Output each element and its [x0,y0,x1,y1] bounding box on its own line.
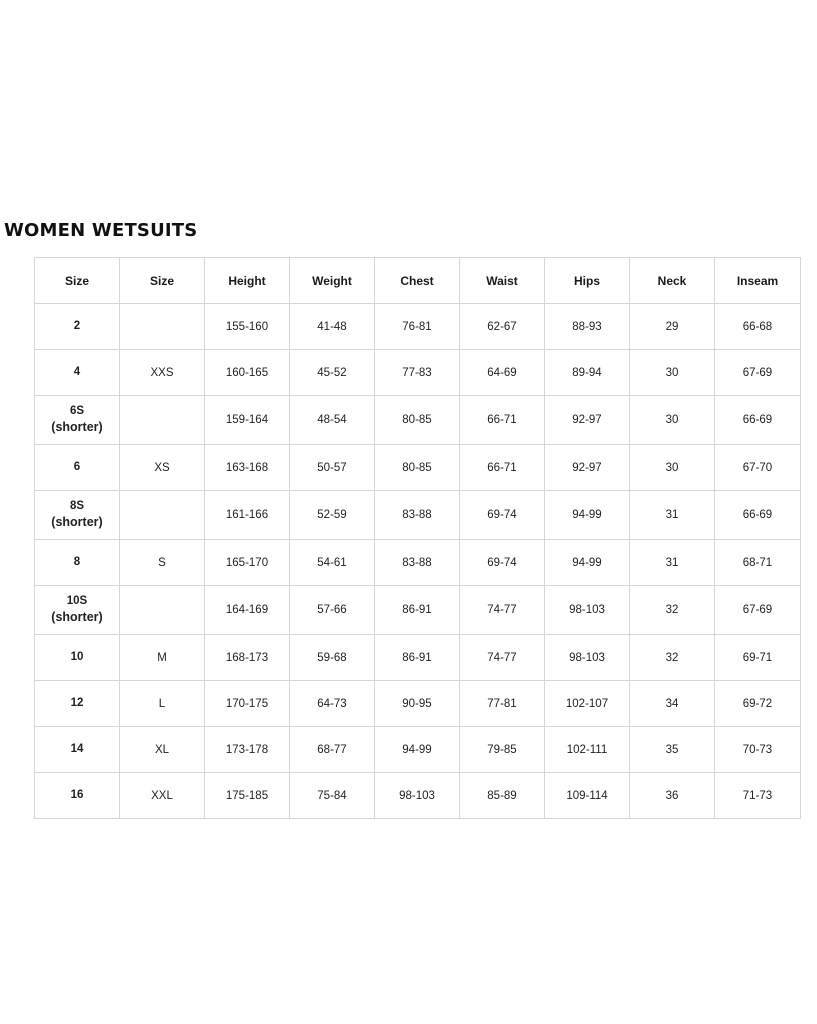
weight-cell: 50-57 [290,445,375,491]
chest-cell: 86-91 [375,635,460,681]
inseam-cell: 71-73 [715,773,801,819]
waist-cell: 69-74 [460,540,545,586]
column-header-weight: Weight [290,258,375,304]
letter-size-cell [120,396,205,445]
table-row [35,540,801,586]
table-row [35,681,801,727]
waist-cell: 74-77 [460,635,545,681]
hips-cell: 102-107 [545,681,630,727]
hips-cell: 89-94 [545,350,630,396]
weight-cell: 45-52 [290,350,375,396]
size-value: 8 [73,556,81,569]
chest-cell: 94-99 [375,727,460,773]
chest-cell: 77-83 [375,350,460,396]
weight-cell: 68-77 [290,727,375,773]
column-header-height: Height [205,258,290,304]
waist-cell: 79-85 [460,727,545,773]
column-header-waist: Waist [460,258,545,304]
size-cell [35,491,120,540]
hips-cell: 102-111 [545,727,630,773]
column-header-neck: Neck [630,258,715,304]
size-value: 10 [70,651,84,664]
column-header-chest: Chest [375,258,460,304]
weight-cell: 75-84 [290,773,375,819]
size-value: 6S [69,405,85,418]
inseam-cell: 69-72 [715,681,801,727]
weight-cell: 57-66 [290,586,375,635]
size-cell [35,635,120,681]
chest-cell: 83-88 [375,491,460,540]
size-cell [35,445,120,491]
table-row [35,635,801,681]
waist-cell: 74-77 [460,586,545,635]
chest-cell: 76-81 [375,304,460,350]
height-cell: 155-160 [205,304,290,350]
height-cell: 170-175 [205,681,290,727]
size-cell [35,586,120,635]
table-row [35,445,801,491]
hips-cell: 98-103 [545,635,630,681]
inseam-cell: 67-70 [715,445,801,491]
neck-cell: 30 [630,445,715,491]
inseam-cell: 66-68 [715,304,801,350]
table-row [35,586,801,635]
size-value: 16 [70,789,84,802]
table-row [35,727,801,773]
table-row [35,773,801,819]
waist-cell: 62-67 [460,304,545,350]
column-header-hips: Hips [545,258,630,304]
chest-cell: 86-91 [375,586,460,635]
waist-cell: 69-74 [460,491,545,540]
size-cell [35,350,120,396]
neck-cell: 31 [630,540,715,586]
size-note: (shorter) [51,420,103,435]
size-value: 12 [70,697,84,710]
height-cell: 161-166 [205,491,290,540]
size-note: (shorter) [51,610,103,625]
size-cell [35,773,120,819]
waist-cell: 66-71 [460,396,545,445]
letter-size-cell: XXS [120,350,205,396]
weight-cell: 41-48 [290,304,375,350]
size-chart-table [34,257,801,819]
neck-cell: 30 [630,350,715,396]
table-row [35,350,801,396]
letter-size-cell: XS [120,445,205,491]
waist-cell: 77-81 [460,681,545,727]
waist-cell: 66-71 [460,445,545,491]
neck-cell: 35 [630,727,715,773]
column-header-size: Size [35,258,120,304]
chest-cell: 90-95 [375,681,460,727]
size-value: 14 [70,743,84,756]
letter-size-cell [120,586,205,635]
weight-cell: 54-61 [290,540,375,586]
inseam-cell: 67-69 [715,350,801,396]
neck-cell: 32 [630,635,715,681]
size-cell [35,396,120,445]
letter-size-cell [120,304,205,350]
size-cell [35,304,120,350]
size-cell [35,540,120,586]
hips-cell: 98-103 [545,586,630,635]
height-cell: 173-178 [205,727,290,773]
weight-cell: 52-59 [290,491,375,540]
letter-size-cell: M [120,635,205,681]
column-header-inseam: Inseam [715,258,801,304]
column-header-letter-size: Size [120,258,205,304]
height-cell: 163-168 [205,445,290,491]
inseam-cell: 66-69 [715,396,801,445]
size-value: 6 [73,461,81,474]
size-cell [35,727,120,773]
hips-cell: 92-97 [545,445,630,491]
letter-size-cell: XL [120,727,205,773]
neck-cell: 30 [630,396,715,445]
hips-cell: 94-99 [545,540,630,586]
height-cell: 175-185 [205,773,290,819]
letter-size-cell: L [120,681,205,727]
height-cell: 160-165 [205,350,290,396]
height-cell: 164-169 [205,586,290,635]
height-cell: 159-164 [205,396,290,445]
waist-cell: 64-69 [460,350,545,396]
weight-cell: 64-73 [290,681,375,727]
hips-cell: 94-99 [545,491,630,540]
table-body [35,304,801,819]
size-cell [35,681,120,727]
inseam-cell: 67-69 [715,586,801,635]
hips-cell: 88-93 [545,304,630,350]
chest-cell: 83-88 [375,540,460,586]
chest-cell: 80-85 [375,396,460,445]
inseam-cell: 70-73 [715,727,801,773]
size-value: 8S [69,500,85,513]
table-row [35,304,801,350]
table-row [35,396,801,445]
neck-cell: 31 [630,491,715,540]
neck-cell: 29 [630,304,715,350]
neck-cell: 32 [630,586,715,635]
inseam-cell: 69-71 [715,635,801,681]
size-value: 10S [66,595,88,608]
page-title: WOMEN WETSUITS [4,220,198,241]
weight-cell: 48-54 [290,396,375,445]
height-cell: 168-173 [205,635,290,681]
hips-cell: 109-114 [545,773,630,819]
letter-size-cell: S [120,540,205,586]
chest-cell: 98-103 [375,773,460,819]
size-note: (shorter) [51,515,103,530]
height-cell: 165-170 [205,540,290,586]
chest-cell: 80-85 [375,445,460,491]
neck-cell: 34 [630,681,715,727]
table-row [35,491,801,540]
letter-size-cell [120,491,205,540]
inseam-cell: 66-69 [715,491,801,540]
size-value: 2 [73,320,81,333]
table-header-row [35,258,801,304]
waist-cell: 85-89 [460,773,545,819]
size-value: 4 [73,366,81,379]
hips-cell: 92-97 [545,396,630,445]
inseam-cell: 68-71 [715,540,801,586]
letter-size-cell: XXL [120,773,205,819]
neck-cell: 36 [630,773,715,819]
weight-cell: 59-68 [290,635,375,681]
